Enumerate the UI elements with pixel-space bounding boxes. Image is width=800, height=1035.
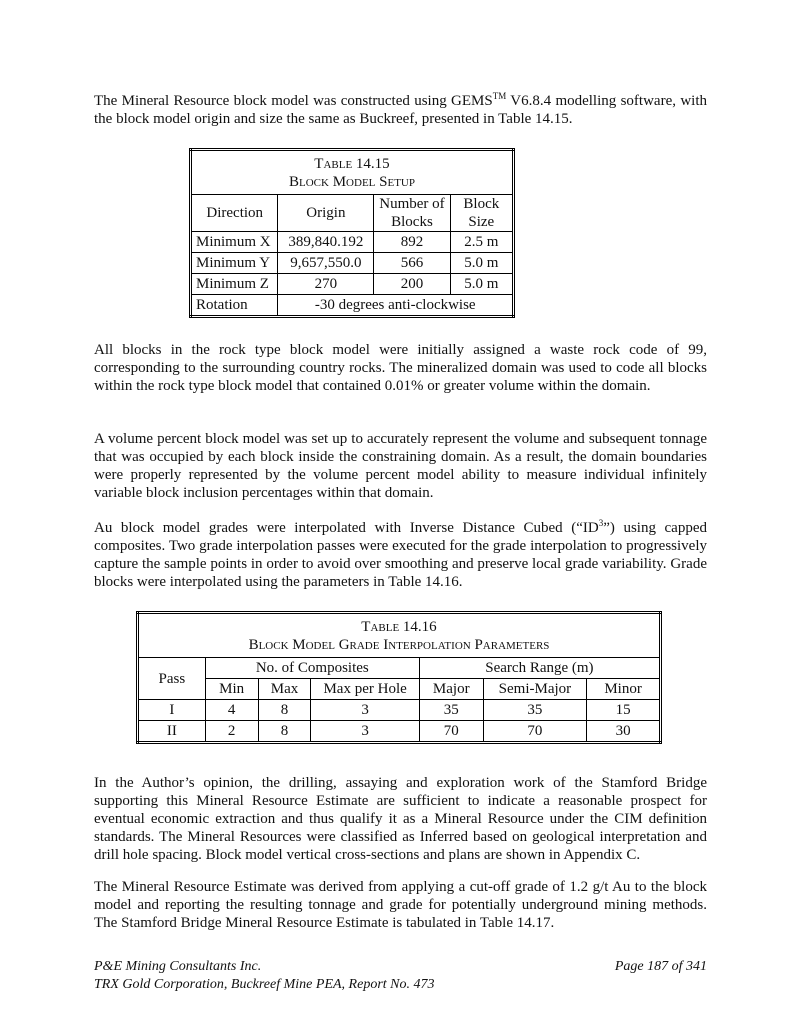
table-row: I 4 8 3 35 35 15 [138, 700, 661, 721]
page-footer [94, 958, 707, 994]
column-header: Number of Blocks [374, 195, 450, 232]
column-header: Max per Hole [311, 679, 419, 700]
table-row: Minimum Z 270 200 5.0 m [191, 274, 514, 295]
paragraph-author-opinion: In the Author’s opinion, the drilling, assaying and exploration work of the Stamford Bridge supporting this Mineral Resource Estimate are sufficient to indicate a reasonable prospect for eventual economic extraction and thus qualify it as a Mineral Resource under the CIM definition standards. The Mineral Resources were classified as Inferred based on geological interpretation and drill hole spacing. Block model vertical cross-sections and plans are shown in Appendix C. [94, 775, 707, 863]
table-caption: Table 14.15 Block Model Setup [191, 150, 514, 195]
footer-report: TRX Gold Corporation, Buckreef Mine PEA, Report No. 473 [94, 977, 435, 992]
column-header: Minor [587, 679, 661, 700]
column-header: Block Size [450, 195, 513, 232]
table-row: Rotation -30 degrees anti-clockwise [191, 295, 514, 317]
column-header: Major [419, 679, 483, 700]
table-row: Minimum X 389,840.192 892 2.5 m [191, 232, 514, 253]
paragraph-resource-estimate: The Mineral Resource Estimate was derived from applying a cut-off grade of 1.2 g/t Au to the block model and reporting the resulting tonnage and grade for potentially underground mining methods. The Stamford Bridge Mineral Resource Estimate is tabulated in Table 14.17. [94, 879, 707, 931]
column-header: Direction [191, 195, 278, 232]
paragraph-intro: The Mineral Resource block model was constructed using GEMS™ V6.8.4 modelling software, with the block model origin and size the same as Buckreef, presented in Table 14.15. [94, 91, 707, 127]
paragraph-interpolation: Au block model grades were interpolated with Inverse Distance Cubed $(“ID^3”)$ using capped composites. Two grade interpolation passes were executed for the grade interpolation to progressively capture the sample points in order to avoid over smoothing and preserve local grade variability. Grade blocks were interpolated using the parameters in Table 14.16. [94, 518, 707, 590]
interpolation-parameters-table [136, 611, 662, 744]
footer-page-number: Page 187 of 341 [614, 959, 707, 974]
block-model-setup-table [189, 148, 515, 318]
paragraph-waste-code: All blocks in the rock type block model were initially assigned a waste rock code of 99, corresponding to the surrounding country rocks. The mineralized domain was used to code all blocks within the rock type block model that contained 0.01% or greater volume within the domain. [94, 342, 707, 394]
column-header: Max [258, 679, 311, 700]
table-row: II 2 8 3 70 70 30 [138, 721, 661, 743]
paragraph-volume-percent: A volume percent block model was set up to accurately represent the volume and subsequent tonnage that was occupied by each block inside the constraining domain. As a result, the domain boundaries were properly represented by the volume percent model ability to measure individual infinitely variable block inclusion percentages within that domain. [94, 431, 707, 501]
column-header: Min [205, 679, 258, 700]
column-header: Origin [278, 195, 374, 232]
table-caption: Table 14.16 Block Model Grade Interpolation Parameters [138, 613, 661, 658]
column-header: Pass [138, 658, 206, 700]
footer-company: P&E Mining Consultants Inc. [94, 959, 262, 974]
column-group-header: Search Range (m) [419, 658, 660, 679]
column-group-header: No. of Composites [205, 658, 419, 679]
table-row: Minimum Y 9,657,550.0 566 5.0 m [191, 253, 514, 274]
column-header: Semi-Major [483, 679, 587, 700]
